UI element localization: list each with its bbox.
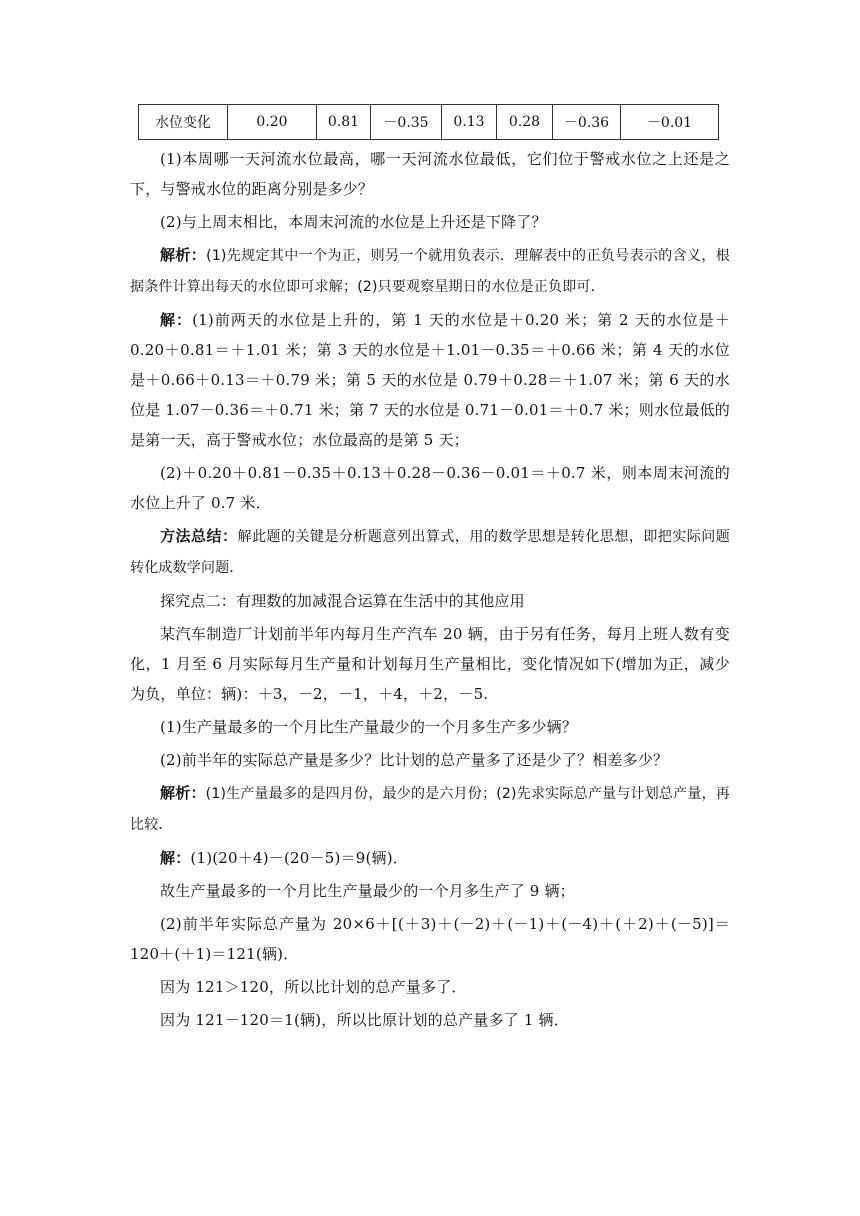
- table-cell: －0.36: [553, 105, 621, 140]
- summary-text: 解此题的关键是分析题意列出算式，用的数学思想是转化思想，即把实际问题转化成数学问题．: [130, 529, 730, 576]
- table-cell: 0.20: [228, 105, 317, 140]
- document-page: [130, 104, 730, 1035]
- solution-part-2: (2)＋0.20＋0.81－0.35＋0.13＋0.28－0.36－0.01＝＋0.7 米，则本周末河流的水位上升了 0.7 米．: [130, 464, 730, 512]
- problem-question-1: (1)生产量最多的一个月比生产量最少的一个月多生产多少辆？: [160, 718, 578, 736]
- solution-line: 因为 121－120＝1(辆)，所以比原计划的总产量多了 1 辆．: [160, 1011, 569, 1029]
- solution-label: 解：: [160, 311, 193, 329]
- section-heading: 探究点二：有理数的加减混合运算在生活中的其他应用: [160, 592, 525, 610]
- problem-statement: 某汽车制造厂计划前半年内每月生产汽车 20 辆，由于另有任务，每月上班人数有变化，1 月至 6 月实际每月生产量和计划每月生产量相比，变化情况如下(增加为正，减少为负，单位：辆)：＋3，－2，－1，＋4，＋2，－5.: [130, 625, 730, 703]
- analysis-label: 解析：: [160, 784, 206, 802]
- solution-text: (1)(20＋4)－(20－5)＝9(辆)．: [190, 849, 408, 867]
- solution-line: 故生产量最多的一个月比生产量最少的一个月多生产了 9 辆；: [160, 882, 575, 900]
- solution-label: 解：: [160, 849, 191, 867]
- summary-label: 方法总结：: [160, 527, 238, 545]
- solution-line: (2)前半年实际总产量为 20×6＋[(＋3)＋(－2)＋(－1)＋(－4)＋(＋2)＋(－5)]＝120＋(＋1)＝121(辆)．: [130, 915, 730, 963]
- analysis-label: 解析：: [160, 246, 207, 264]
- solution-paragraph-2: [130, 843, 730, 873]
- table-header-cell: 水位变化: [139, 105, 228, 140]
- table-cell: 0.28: [497, 105, 553, 140]
- problem-question-2: (2)前半年的实际总产量是多少？比计划的总产量多了还是少了？相差多少？: [160, 751, 669, 769]
- question-1: (1)本周哪一天河流水位最高，哪一天河流水位最低，它们位于警戒水位之上还是之下，与警戒水位的距离分别是多少？: [130, 150, 730, 198]
- analysis-text: (1)先规定其中一个为正，则另一个就用负表示．理解表中的正负号表示的含义，根据条件计算出每天的水位即可求解；(2)只要观察星期日的水位是正负即可．: [130, 248, 730, 295]
- solution-text: (1)前两天的水位是上升的，第 1 天的水位是＋0.20 米；第 2 天的水位是＋0.20＋0.81＝＋1.01 米；第 3 天的水位是＋1.01－0.35＝＋0.66 米；第 4 天的水位是＋0.66＋0.13＝＋0.79 米；第 5 天的水位是 0.79＋0.28＝＋1.07 米；第 6 天的水位是 1.07－0.36＝＋0.71 米；第 7 天的水位是 0.71－0.01＝＋0.7 米；则水位最低的是第一天，高于警戒水位；水位最高的是第 5 天；: [130, 311, 731, 449]
- water-level-table: [138, 104, 719, 140]
- analysis-text: (1)生产量最多的是四月份，最少的是六月份；(2)先求实际总产量与计划总产量，再比较．: [130, 786, 730, 833]
- table-cell: －0.01: [621, 105, 719, 140]
- question-2: (2)与上周末相比，本周末河流的水位是上升还是下降了？: [160, 213, 547, 231]
- table-cell: 0.81: [317, 105, 371, 140]
- analysis-paragraph: [130, 240, 730, 302]
- solution-paragraph: [130, 305, 730, 455]
- method-summary: [130, 521, 730, 583]
- solution-line: 因为 121＞120，所以比计划的总产量多了．: [160, 978, 467, 996]
- table-cell: －0.35: [371, 105, 442, 140]
- table-cell: 0.13: [442, 105, 497, 140]
- analysis-paragraph-2: [130, 778, 730, 840]
- table-row: [139, 105, 719, 140]
